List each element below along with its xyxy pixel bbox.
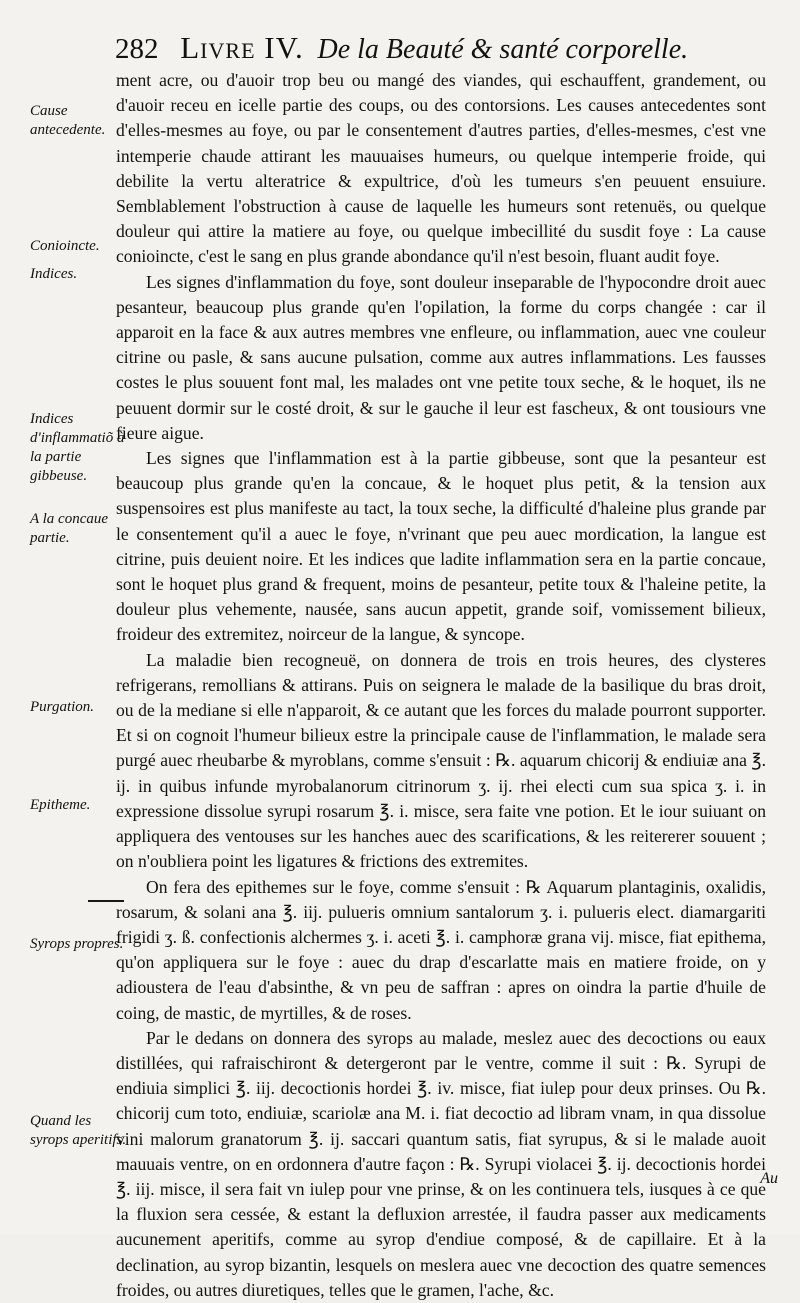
page-number: 282: [115, 33, 159, 65]
page-header: [115, 28, 760, 68]
margin-note-indices: Indices.: [30, 266, 78, 282]
margin-note-syrops: Syrops propres.: [30, 936, 124, 952]
paragraph: On fera des epithemes sur le foye, comme s'ensuit : ℞ Aquarum plantaginis, oxalidis, rosarum, & solani ana ℥. iij. pulueris omnium santalorum ʒ. i. pulueris elect. diamargariti frigidi ʒ. ß. confectionis alchermes ʒ. i. aceti ℥. i. camphoræ grana vij. misce, fiat epithema, qu'on appliquera sur le foye : auec du drap d'escarlatte mais en matiere froide, on y adioustera de l'eau d'absinthe, & vn peu de saffran : apres on oindra la partie d'huile de coing, de mastic, de myrtilles, & de roses.: [116, 876, 766, 1023]
running-title: Livre IV.: [180, 30, 304, 65]
paragraph: ment acre, ou d'auoir trop beu ou mangé des viandes, qui eschauffent, grandement, ou d'auoir receu en icelle partie des coups, ou des contorsions. Les causes antecedentes sont d'elles-mesmes au foye, ou par le consentement d'autres parties, d'elles-mesmes, c'est vne intemperie chaude attirant les mauuaises humeurs, ou quelque intemperie froide, qui debilite la vertu alteratrice & expultrice, d'où les tumeurs s'en peuuent ensuiure. Semblablement l'obstruction à cause de laquelle les humeurs sont retenuës, ou quelque douleur qui attire la matiere au foye, ou quelque imbecillité du susdit foye : La cause conioincte, c'est le sang en plus grande abondance qu'il n'est besoin, fluant audit foye.: [116, 70, 766, 267]
paragraph: Les signes d'inflammation du foye, sont douleur inseparable de l'hypocondre droit auec pesanteur, beaucoup plus grande qu'en l'opilation, la forme du corps changée : car il apparoit en la face & aux autres membres vne enfleure, ou inflammation, auec vne couleur citrine ou pasle, & sans aucune pulsation, comme aux autres inflammations. Les fausses costes le plus souuent font mal, les malades ont vne petite toux seche, & le hoquet, ils ne peuuent dormir sur le costé droit, & sur le gauche il leur est fascheux, & ont tousiours vne fieure aigue.: [116, 271, 766, 443]
margin-note-cause-antecedente: Cause antecedente.: [30, 103, 106, 138]
running-subtitle: De la Beauté & santé corporelle.: [317, 34, 689, 65]
margin-note-concaue: A la concaue partie.: [30, 511, 109, 546]
margin-note-indices-gibbeuse: Indices d'inflammatiõ à la partie gibbeuse.: [30, 411, 125, 484]
margin-note-conioincte: Conioincte.: [30, 238, 100, 254]
body-text: [116, 68, 766, 1303]
paragraph: Par le dedans on donnera des syrops au malade, meslez auec des decoctions ou eaux distillées, qui rafraischiront & detergeront par le ventre, comme il suit : ℞. Syrupi de endiuia simplici ℥. iij. decoctionis hordei ℥. iv. misce, fiat iulep pour deux prinses. Ou ℞. chicorij cum toto, endiuiæ, scariolæ ana M. i. fiat decoctio ad libram vnam, in qua dissolue vini malorum granatorum ℥. ij. saccari quantum satis, fiat syrupus, & si le malade auoit mauuais ventre, on en ordonnera d'autre façon : ℞. Syrupi violacei ℥. ij. decoctionis hordei ℥. iij. misce, il sera fait vn iulep pour vne prinse, & on les continuera tels, iusques à ce que la fluxion sera cessée, & estant la defluxion arrestée, il faudra passer aux medicaments aucunement aperitifs, comme au syrop d'endiue composé, & de capillaire. Et à la declination, au syrop bizantin, lesquels on meslera auec vne decoction des quatre semences froides, ou autres diuretiques, telles que le gramen, l'ache, &c.: [116, 1027, 766, 1300]
paragraph: La maladie bien recogneuë, on donnera de trois en trois heures, des clysteres refrigerans, remollians & attirans. Puis on seignera le malade de la basilique du bras droit, ou de la mediane si elle n'apparoit, & ce autant que les forces du malade pourront supporter. Et si on cognoit l'humeur bilieux estre la principale cause de l'inflammation, le malade sera purgé auec rheubarbe & myroblans, comme s'ensuit : ℞. aquarum chicorij & endiuiæ ana ℥. ij. in quibus infunde myrobalanorum citrinorum ʒ. ij. rhei electi cum sua spica ʒ. i. in expressione dissolue syrupi rosarum ℥. i. misce, sera faite vne potion. Et le iour suiuant on appliquera des ventouses sur les hanches auec des scarifications, & les reitererer souuent ; on n'oubliera point les ligatures & frictions des extremites.: [116, 649, 766, 872]
margin-note-purgation: Purgation.: [30, 699, 95, 715]
margin-note-syrops-aperitifs: Quand les syrops aperitifs.: [30, 1113, 127, 1148]
catchword: Au: [760, 1170, 778, 1187]
margin-note-epitheme: Epitheme.: [30, 797, 91, 813]
paragraph: Les signes que l'inflammation est à la partie gibbeuse, sont que la pesanteur est beaucoup plus grande qu'en la concaue, & le hoquet plus petit, & la tension aux suspensoires est plus manifeste au tact, la toux seche, la difficulté d'haleine plus grande par le consentement qu'il a auec le foye, n'vrinant que peu auec mordication, la langue est citrine, puis deuient noire. Et les indices que ladite inflammation sera en la partie concaue, sont le hoquet plus grand & frequent, moins de pesanteur, petite toux & l'haleine petite, la douleur plus vehemente, nausée, sans aucun appetit, grande soif, vomissement bilieux, froideur des extremitez, noirceur de la langue, & syncope.: [116, 448, 766, 645]
